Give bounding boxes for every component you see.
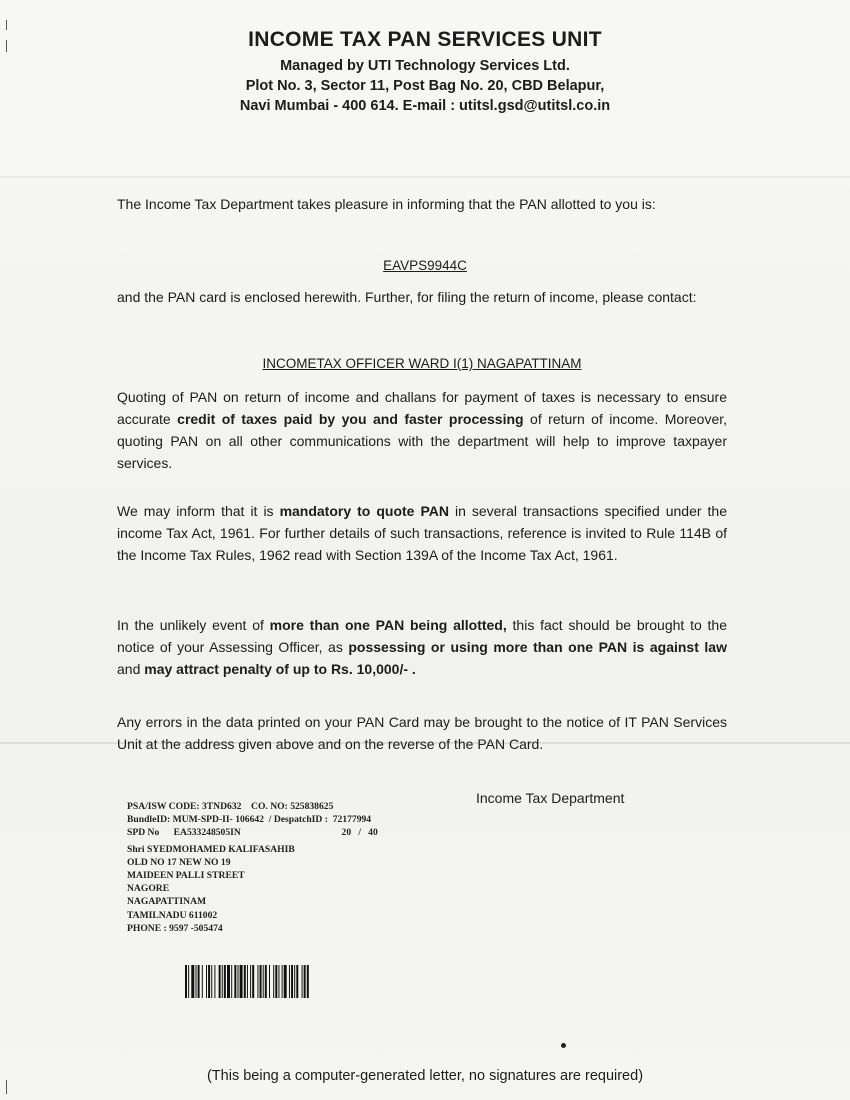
- barcode-bar: [227, 965, 230, 998]
- barcode-bar: [291, 965, 293, 998]
- address-line: MAIDEEN PALLI STREET: [127, 870, 245, 882]
- bold-text: credit of taxes paid by you and faster processing: [177, 411, 524, 427]
- barcode-bar: [296, 965, 298, 998]
- assessing-officer: INCOMETAX OFFICER WARD I(1) NAGAPATTINAM: [262, 356, 582, 371]
- bold-text: possessing or using more than one PAN is against law: [348, 639, 727, 655]
- fold-line: [0, 176, 850, 178]
- letterhead-title: INCOME TAX PAN SERVICES UNIT: [248, 28, 602, 51]
- bundle-id: BundleID: MUM-SPD-II- 106642 / DespatchID : 72177994: [127, 814, 372, 826]
- text: In the unlikely event of: [117, 617, 270, 633]
- barcode-graphic: [185, 965, 425, 998]
- barcode-bar: [260, 965, 262, 998]
- barcode-bar: [208, 965, 210, 998]
- letterhead-email: Navi Mumbai - 400 614. E-mail : utitsl.gsd@utitsl.co.in: [239, 98, 611, 114]
- address-line: NAGORE: [127, 883, 170, 895]
- barcode-bar: [188, 965, 189, 998]
- barcode-bar: [211, 965, 212, 998]
- barcode-bar: [231, 965, 232, 998]
- barcode-bar: [244, 965, 246, 998]
- address-line: OLD NO 17 NEW NO 19: [127, 856, 231, 868]
- barcode-bar: [304, 965, 306, 998]
- recipient-name: Shri SYEDMOHAMED KALIFASAHIB: [127, 843, 295, 855]
- spd-number: SPD No EA533248505IN 20 / 40: [127, 827, 378, 839]
- intro-paragraph: The Income Tax Department takes pleasure in informing that the PAN allotted to you is:: [117, 196, 656, 212]
- letterhead-address: Plot No. 3, Sector 11, Post Bag No. 20, CBD Belapur,: [245, 78, 605, 94]
- bold-text: mandatory to quote PAN: [279, 503, 449, 519]
- mandatory-paragraph: [117, 500, 727, 566]
- penalty-paragraph: [117, 614, 727, 680]
- barcode-bar: [202, 965, 203, 998]
- barcode-bar: [224, 965, 226, 998]
- barcode-bar: [252, 965, 254, 998]
- barcode-bar: [284, 965, 287, 998]
- barcode-bar: [196, 965, 197, 998]
- pan-number: EAVPS9944C: [383, 258, 467, 273]
- text: in several transactions specified under the income Tax Act, 1961. For further details of such transactions, reference is invited to Rule 114B of the Income Tax Rules, 1962 read with Section 139A of the Income Tax Act, 1961.: [117, 503, 727, 563]
- ink-dot: [561, 1043, 566, 1048]
- barcode-bar: [214, 965, 215, 998]
- enclosed-paragraph: and the PAN card is enclosed herewith. Further, for filing the return of income, please contact:: [117, 289, 697, 305]
- barcode-bar: [275, 965, 277, 998]
- barcode-bar: [265, 965, 267, 998]
- barcode-bar: [240, 965, 243, 998]
- barcode-bar: [222, 965, 223, 998]
- barcode-bar: [278, 965, 279, 998]
- errors-paragraph: Any errors in the data printed on your PAN Card may be brought to the notice of IT PAN Services Unit at the address given above and on the reverse of the PAN Card.: [117, 714, 727, 752]
- barcode-bar: [219, 965, 221, 998]
- barcode-bar: [263, 965, 264, 998]
- quoting-paragraph: [117, 386, 727, 474]
- address-block: [127, 800, 378, 935]
- barcode-bar: [234, 965, 236, 998]
- barcode-bar: [206, 965, 207, 998]
- barcode-bar: [250, 965, 251, 998]
- phone-number: PHONE : 9597 -505474: [127, 922, 223, 934]
- footer-note: (This being a computer-generated letter, no signatures are required): [206, 1068, 644, 1084]
- barcode-bar: [289, 965, 290, 998]
- text: of return of income. Moreover, quoting PAN on all other communications with the department will help to improve taxpayer services.: [117, 411, 728, 471]
- text: Quoting of PAN on return of income and challans for payment of taxes is necessary to ensure accurate: [117, 389, 727, 427]
- address-line: TAMILNADU 611002: [127, 909, 218, 921]
- barcode-bar: [302, 965, 303, 998]
- text: We may inform that it is: [117, 503, 280, 519]
- address-line: NAGAPATTINAM: [127, 896, 207, 908]
- barcode-bar: [185, 965, 187, 998]
- letterhead: [0, 28, 850, 116]
- barcode-bar: [247, 965, 248, 998]
- barcode-bar: [294, 965, 295, 998]
- text: and: [117, 661, 145, 677]
- barcode-bar: [269, 965, 270, 998]
- bold-text: may attract penalty of up to Rs. 10,000/- .: [144, 661, 416, 677]
- barcode-bar: [257, 965, 258, 998]
- barcode-bar: [238, 965, 239, 998]
- barcode-bar: [191, 965, 194, 998]
- barcode-bar: [273, 965, 274, 998]
- signature-department: Income Tax Department: [476, 790, 625, 806]
- barcode-bar: [282, 965, 283, 998]
- letterhead-company: Managed by UTI Technology Services Ltd.: [280, 58, 570, 74]
- barcode-bar: [307, 965, 309, 998]
- barcode: [185, 965, 425, 998]
- dispatch-codes: PSA/ISW CODE: 3TND632 CO. NO: 525838625: [127, 801, 334, 812]
- barcode-bar: [198, 965, 200, 998]
- bold-text: more than one PAN being allotted,: [269, 617, 507, 633]
- text: this fact should be brought to the notice of your Assessing Officer, as: [117, 617, 727, 655]
